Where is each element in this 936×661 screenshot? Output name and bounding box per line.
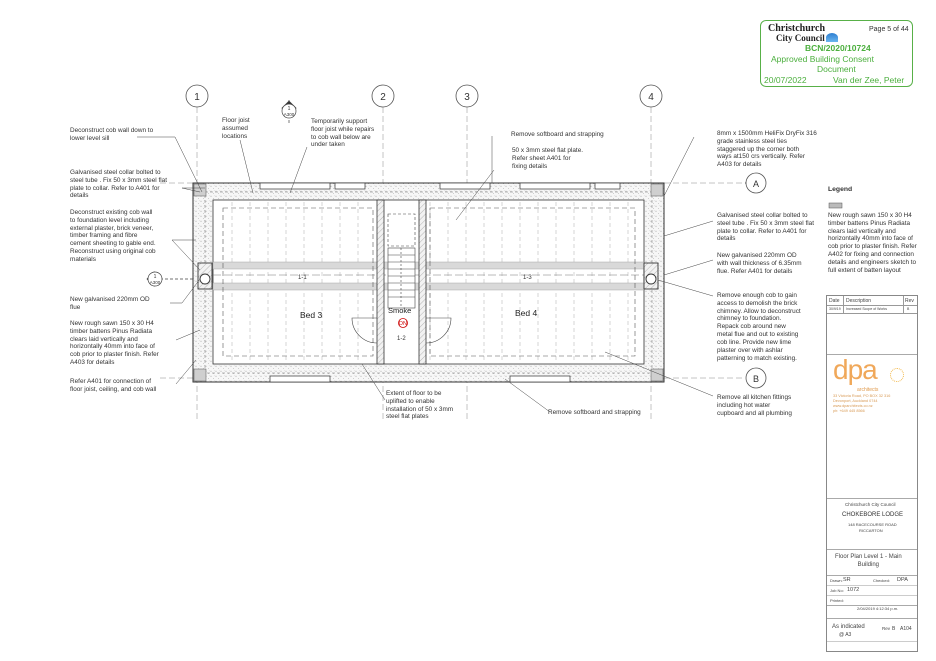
note-flat-plate: 50 x 3mm steel flat plate. Refer sheet A401 for fixing details — [512, 147, 584, 170]
rev-row-rev: B — [907, 307, 910, 311]
sheet-title: Floor Plan Level 1 - Main Building — [835, 554, 902, 568]
flue-left — [198, 263, 212, 289]
rev-header-desc: Description — [846, 298, 872, 304]
firm-sub: architects — [857, 387, 879, 393]
flue-right — [644, 263, 658, 289]
client-name: Christchurch City Council — [845, 502, 896, 507]
printed-label: Printed: — [830, 598, 844, 603]
job-value: 1072 — [847, 587, 860, 593]
section-num-left: 1 — [153, 274, 157, 280]
note-deconstruct-existing: Deconstruct existing cob wall to foundation level including external plaster, brick veneer, timber framing and fibre cement sheeting to gable end. Reconstruct using original cob materials — [70, 209, 156, 263]
consent-stamp — [760, 20, 913, 87]
note-remove-softboard-top: Remove softboard and strapping — [511, 131, 604, 138]
project-address-line1: 148 RACECOURSE ROAD — [848, 522, 897, 527]
stamp-council-line2: City Council — [776, 33, 825, 43]
stamp-page: Page 5 of 44 — [869, 26, 909, 33]
note-battens-left: New rough sawn 150 x 30 H4 timber battens Pinus Radiata clears laid vertically and horizontally 40mm into face of cob prior to plaster finish. Refer A403 for details — [70, 320, 159, 367]
firm-logo-sun-icon — [890, 368, 904, 382]
drawn-label: Drawn: — [830, 578, 843, 583]
rev-value: B — [892, 626, 896, 632]
grid-row-b: B — [752, 374, 760, 384]
section-ref-top: A300 — [283, 112, 295, 117]
stamp-council-line1: Christchurch — [768, 23, 826, 34]
note-kitchen: Remove all kitchen fittings including hot water cupboard and all plumbing — [717, 394, 792, 417]
section-num-top: 1 — [287, 106, 291, 112]
scale-value: As indicated — [832, 624, 865, 630]
label-smoke: Smoke — [388, 306, 412, 315]
rev-row-desc: Increased Scope of Works — [846, 307, 887, 311]
rev-header-date: Date — [829, 298, 840, 304]
job-label: Job No: — [830, 588, 844, 593]
stamp-status-line1: Approved Building Consent — [771, 54, 875, 64]
checked-label: Checked: — [873, 578, 890, 583]
note-floor-joist: Floor joist assumed locations — [222, 117, 250, 140]
cob-walls — [193, 183, 664, 382]
note-extent-floor: Extent of floor to be uplifted to enable installation of 50 x 3mm steel flat plates — [386, 390, 454, 421]
stamp-officer: Van der Zee, Peter — [833, 75, 905, 85]
tag-stair: 1-2 — [397, 336, 406, 342]
note-remove-cob: Remove enough cob to gain access to demolish the brick chimney. Allow to deconstruct chimney to foundation. Repack cob around new metal flue and out to existing cob line. Provide new lime plaster over with ashlar patterning to match existing. — [717, 292, 801, 362]
note-flue-right: New galvanised 220mm OD with wall thickness of 6.35mm flue. Refer A401 for details — [717, 252, 802, 275]
stamp-date: 20/07/2022 — [764, 75, 807, 85]
firm-logo: dpa — [833, 354, 877, 385]
room-bed4: Bed 4 — [515, 308, 538, 318]
drawn-value: SR — [843, 577, 851, 583]
grid-row-a: A — [752, 179, 760, 189]
grid-mark-3: 3 — [464, 92, 470, 103]
paper-size: @ A3 — [839, 632, 852, 638]
rev-label: Rev — [882, 626, 891, 631]
checked-value: DPA — [897, 577, 908, 583]
project-name: CHOKEBORE LODGE — [842, 512, 904, 518]
project-address-line2: RICCARTON — [859, 528, 883, 533]
stamp-status-line2: Document — [817, 64, 856, 74]
section-ref-left: A300 — [149, 280, 161, 285]
grid-mark-4: 4 — [648, 92, 654, 103]
legend-text: New rough sawn 150 x 30 H4 timber battens Pinus Radiata clears laid vertically and horizontally 40mm into face of cob prior to plaster finish. Refer A402 for fixing and connection details and engineers sketch to full extent of batten layout — [828, 212, 917, 274]
tag-left: 1-1 — [298, 275, 307, 281]
grid-mark-1: 1 — [194, 92, 200, 103]
note-collar-right: Galvanised steel collar bolted to steel tube . Fix 50 x 3mm steel flat plate to collar. Refer to A401 for details — [717, 212, 814, 243]
note-temp-support: Temporarily support floor joist while repairs to cob wall below are under taken — [311, 118, 375, 149]
stamp-consent-no: BCN/2020/10724 — [805, 43, 871, 53]
note-deconstruct-cob: Deconstruct cob wall down to lower level sill — [70, 127, 154, 142]
sheet-number: A104 — [900, 626, 912, 632]
note-remove-softboard-bottom: Remove softboard and strapping — [548, 409, 641, 416]
label-dn: DN — [399, 321, 407, 327]
grid-mark-2: 2 — [380, 92, 386, 103]
room-bed3: Bed 3 — [300, 310, 323, 320]
legend — [828, 186, 917, 275]
tag-right: 1-3 — [523, 275, 532, 281]
rev-row-date: 30/9/19 — [829, 307, 841, 311]
note-refer-a401: Refer A401 for connection of floor joist, ceiling, and cob wall — [70, 378, 157, 393]
legend-title: Legend — [828, 186, 853, 193]
council-logo-icon — [826, 33, 838, 42]
firm-address: 33 Victoria Road, PO BOX 32 316 Devonport, Auckland 0744 www.dparchitects.co.nz ph: +649 445 8566 — [833, 394, 891, 413]
printed-value: 2/04/2019 4:12:34 p.m. — [857, 606, 899, 611]
title-block — [826, 295, 918, 652]
note-helifix: 8mm x 1500mm HeliFix DryFix 316 grade stainless steel ties staggered up the corner both ways at150 crs vertically. Refer A403 for details — [717, 130, 817, 169]
rev-header-rev: Rev — [905, 298, 914, 304]
note-collar-left: Galvanised steel collar bolted to steel tube . Fix 50 x 3mm steel flat plate to collar. Refer to A401 for details — [70, 169, 167, 200]
note-flue-left: New galvanised 220mm OD flue — [70, 296, 150, 311]
